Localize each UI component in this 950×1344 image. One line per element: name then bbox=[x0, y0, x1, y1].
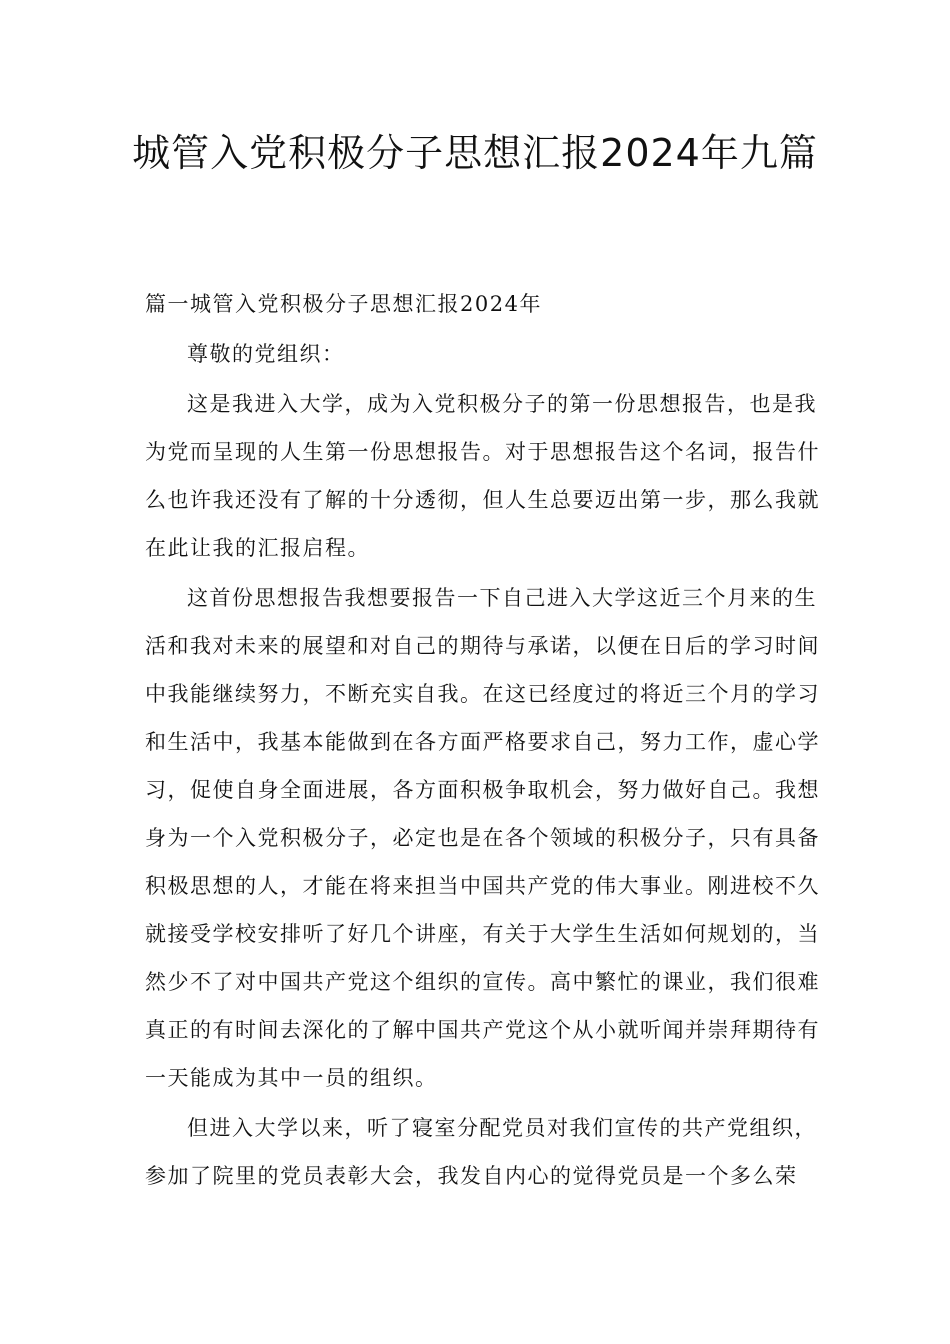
document-body bbox=[145, 280, 835, 1202]
document-title: 城管入党积极分子思想汇报2024年九篇 bbox=[132, 131, 818, 175]
section-heading: 篇一城管入党积极分子思想汇报2024年 bbox=[145, 292, 542, 316]
paragraph-2: 这首份思想报告我想要报告一下自己进入大学这近三个月来的生活和我对未来的展望和对自己的期待与承诺，以便在日后的学习时间中我能继续努力，不断充实自我。在这已经度过的将近三个月的学习和生活中，我基本能做到在各方面严格要求自己，努力工作，虚心学习，促使自身全面进展，各方面积极争取机会，努力做好自己。我想身为一个入党积极分子，必定也是在各个领域的积极分子，只有具备积极思想的人，才能在将来担当中国共产党的伟大事业。刚进校不久就接受学校安排听了好几个讲座，有关于大学生生活如何规划的，当然少不了对中国共产党这个组织的宣传。高中繁忙的课业，我们很难真正的有时间去深化的了解中国共产党这个从小就听闻并崇拜期待有一天能成为其中一员的组织。 bbox=[145, 586, 820, 1090]
paragraph-1: 这是我进入大学，成为入党积极分子的第一份思想报告，也是我为党而呈现的人生第一份思想报告。对于思想报告这个名词，报告什么也许我还没有了解的十分透彻，但人生总要迈出第一步，那么我就在此让我的汇报启程。 bbox=[145, 392, 820, 560]
paragraph-3: 但进入大学以来，听了寝室分配党员对我们宣传的共产党组织，参加了院里的党员表彰大会，我发自内心的觉得党员是一个多么荣 bbox=[145, 1116, 817, 1188]
salutation: 尊敬的党组织： bbox=[187, 342, 345, 366]
